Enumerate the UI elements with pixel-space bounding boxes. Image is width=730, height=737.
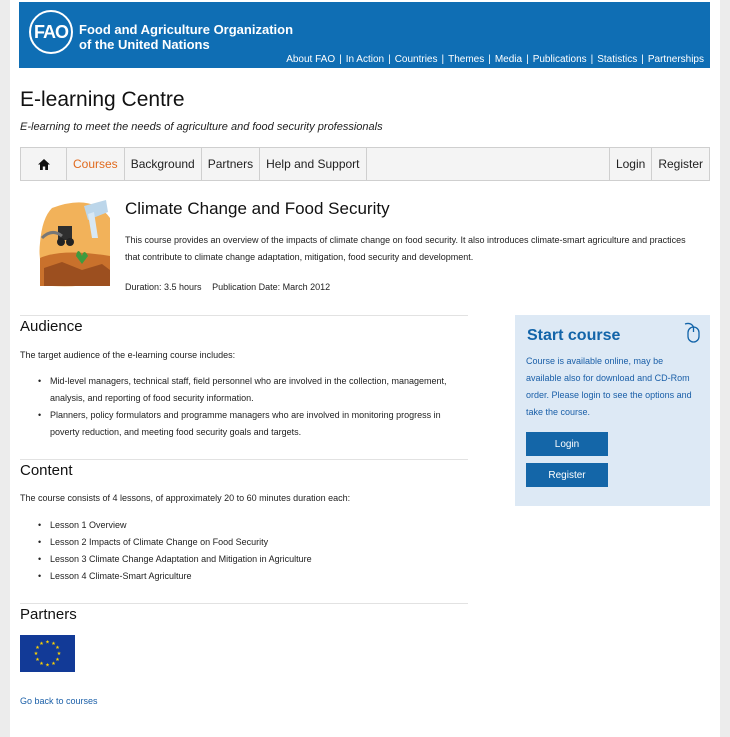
top-navigation [286,54,704,65]
course-duration: Duration: 3.5 hours [125,282,202,292]
content-heading: Content [20,462,73,479]
top-nav-separator: | [488,54,491,65]
nav-spacer [367,148,610,180]
org-name-line-1: Food and Agriculture Organization [79,22,294,37]
top-nav-media[interactable]: Media [494,54,523,65]
section-divider [20,315,468,316]
site-subtitle: E-learning to meet the needs of agriculture and food security professionals [20,121,383,133]
start-course-text: Course is available online, may be available also for download and CD-Rom order. Please login to see the options and take the course. [526,356,692,417]
nav-partners[interactable]: Partners [202,148,260,180]
svg-text:★: ★ [35,645,40,651]
top-nav-countries[interactable]: Countries [394,54,438,65]
course-meta [125,282,330,292]
svg-text:★: ★ [51,661,56,667]
nav-help-and-support[interactable]: Help and Support [260,148,366,180]
list-item: • Mid-level managers, technical staff, field personnel who are involved in the collection, management, analysis, and reporting of food security information. [36,373,466,407]
go-back-to-courses-link[interactable]: Go back to courses [20,696,98,706]
site-title: E-learning Centre [20,88,185,111]
top-nav-separator: | [388,54,391,65]
org-name-line-2: of the United Nations [79,37,210,52]
eu-flag-logo[interactable] [20,635,75,672]
svg-text:★: ★ [33,651,39,657]
top-nav-statistics[interactable]: Statistics [597,54,638,65]
svg-text:★: ★ [45,662,50,669]
lesson-item-3: • Lesson 3 Climate Change Adaptation and Mitigation in Agriculture [36,551,466,568]
lesson-list [36,517,466,585]
login-button[interactable]: Login [526,432,608,456]
top-nav-about-fao[interactable]: About FAO [286,54,336,65]
audience-intro: The target audience of the e-learning course includes: [20,350,236,360]
svg-text:★: ★ [55,657,60,663]
fao-header-banner [19,2,710,68]
course-title: Climate Change and Food Security [125,199,390,218]
top-nav-in-action[interactable]: In Action [345,54,385,65]
register-button[interactable]: Register [526,463,608,487]
top-nav-separator: | [641,54,644,65]
nav-register[interactable]: Register [658,157,703,171]
lesson-item-4: • Lesson 4 Climate-Smart Agriculture [36,568,466,585]
partners-heading: Partners [20,606,77,623]
section-divider [20,603,468,604]
start-course-title: Start course [527,327,621,344]
svg-text:★: ★ [35,657,40,663]
audience-heading: Audience [20,318,83,335]
svg-text:★: ★ [45,639,50,646]
content-intro: The course consists of 4 lessons, of approximately 20 to 60 minutes duration each: [20,493,351,503]
nav-home[interactable] [21,148,67,180]
start-course-panel [515,315,710,506]
top-nav-separator: | [339,54,342,65]
nav-background[interactable]: Background [125,148,202,180]
svg-text:★: ★ [51,641,56,647]
mouse-icon [681,321,703,343]
lesson-item-2: • Lesson 2 Impacts of Climate Change on Food Security [36,534,466,551]
main-navigation [20,147,710,181]
lesson-item-1: • Lesson 1 Overview [36,517,466,534]
course-publication-date: Publication Date: March 2012 [212,282,331,292]
nav-login[interactable]: Login [610,148,652,180]
home-icon [38,159,50,170]
audience-list [36,373,466,441]
svg-text:★: ★ [55,645,60,651]
list-item: • Planners, policy formulators and programme managers who are involved in monitoring progress in poverty reduction, and meeting food security goals and targets. [36,407,466,441]
nav-courses[interactable]: Courses [67,148,125,180]
course-description: This course provides an overview of the impacts of climate change on food security. It also introduces climate-smart agriculture and practices that contribute to climate change adaptation, mitigation, food security and development. [125,235,686,262]
top-nav-separator: | [441,54,445,65]
fao-logo[interactable] [29,10,73,54]
top-nav-partnerships[interactable]: Partnerships [647,54,704,65]
top-nav-separator: | [590,54,594,65]
svg-text:★: ★ [39,661,44,667]
organization-name[interactable] [79,22,293,52]
course-illustration [32,198,110,288]
top-nav-publications[interactable]: Publications [532,54,587,65]
top-nav-separator: | [526,54,529,65]
section-divider [20,459,468,460]
fao-logo-text: FAO [33,21,68,42]
svg-text:★: ★ [56,651,62,657]
top-nav-themes[interactable]: Themes [448,54,485,65]
svg-text:★: ★ [39,641,44,647]
